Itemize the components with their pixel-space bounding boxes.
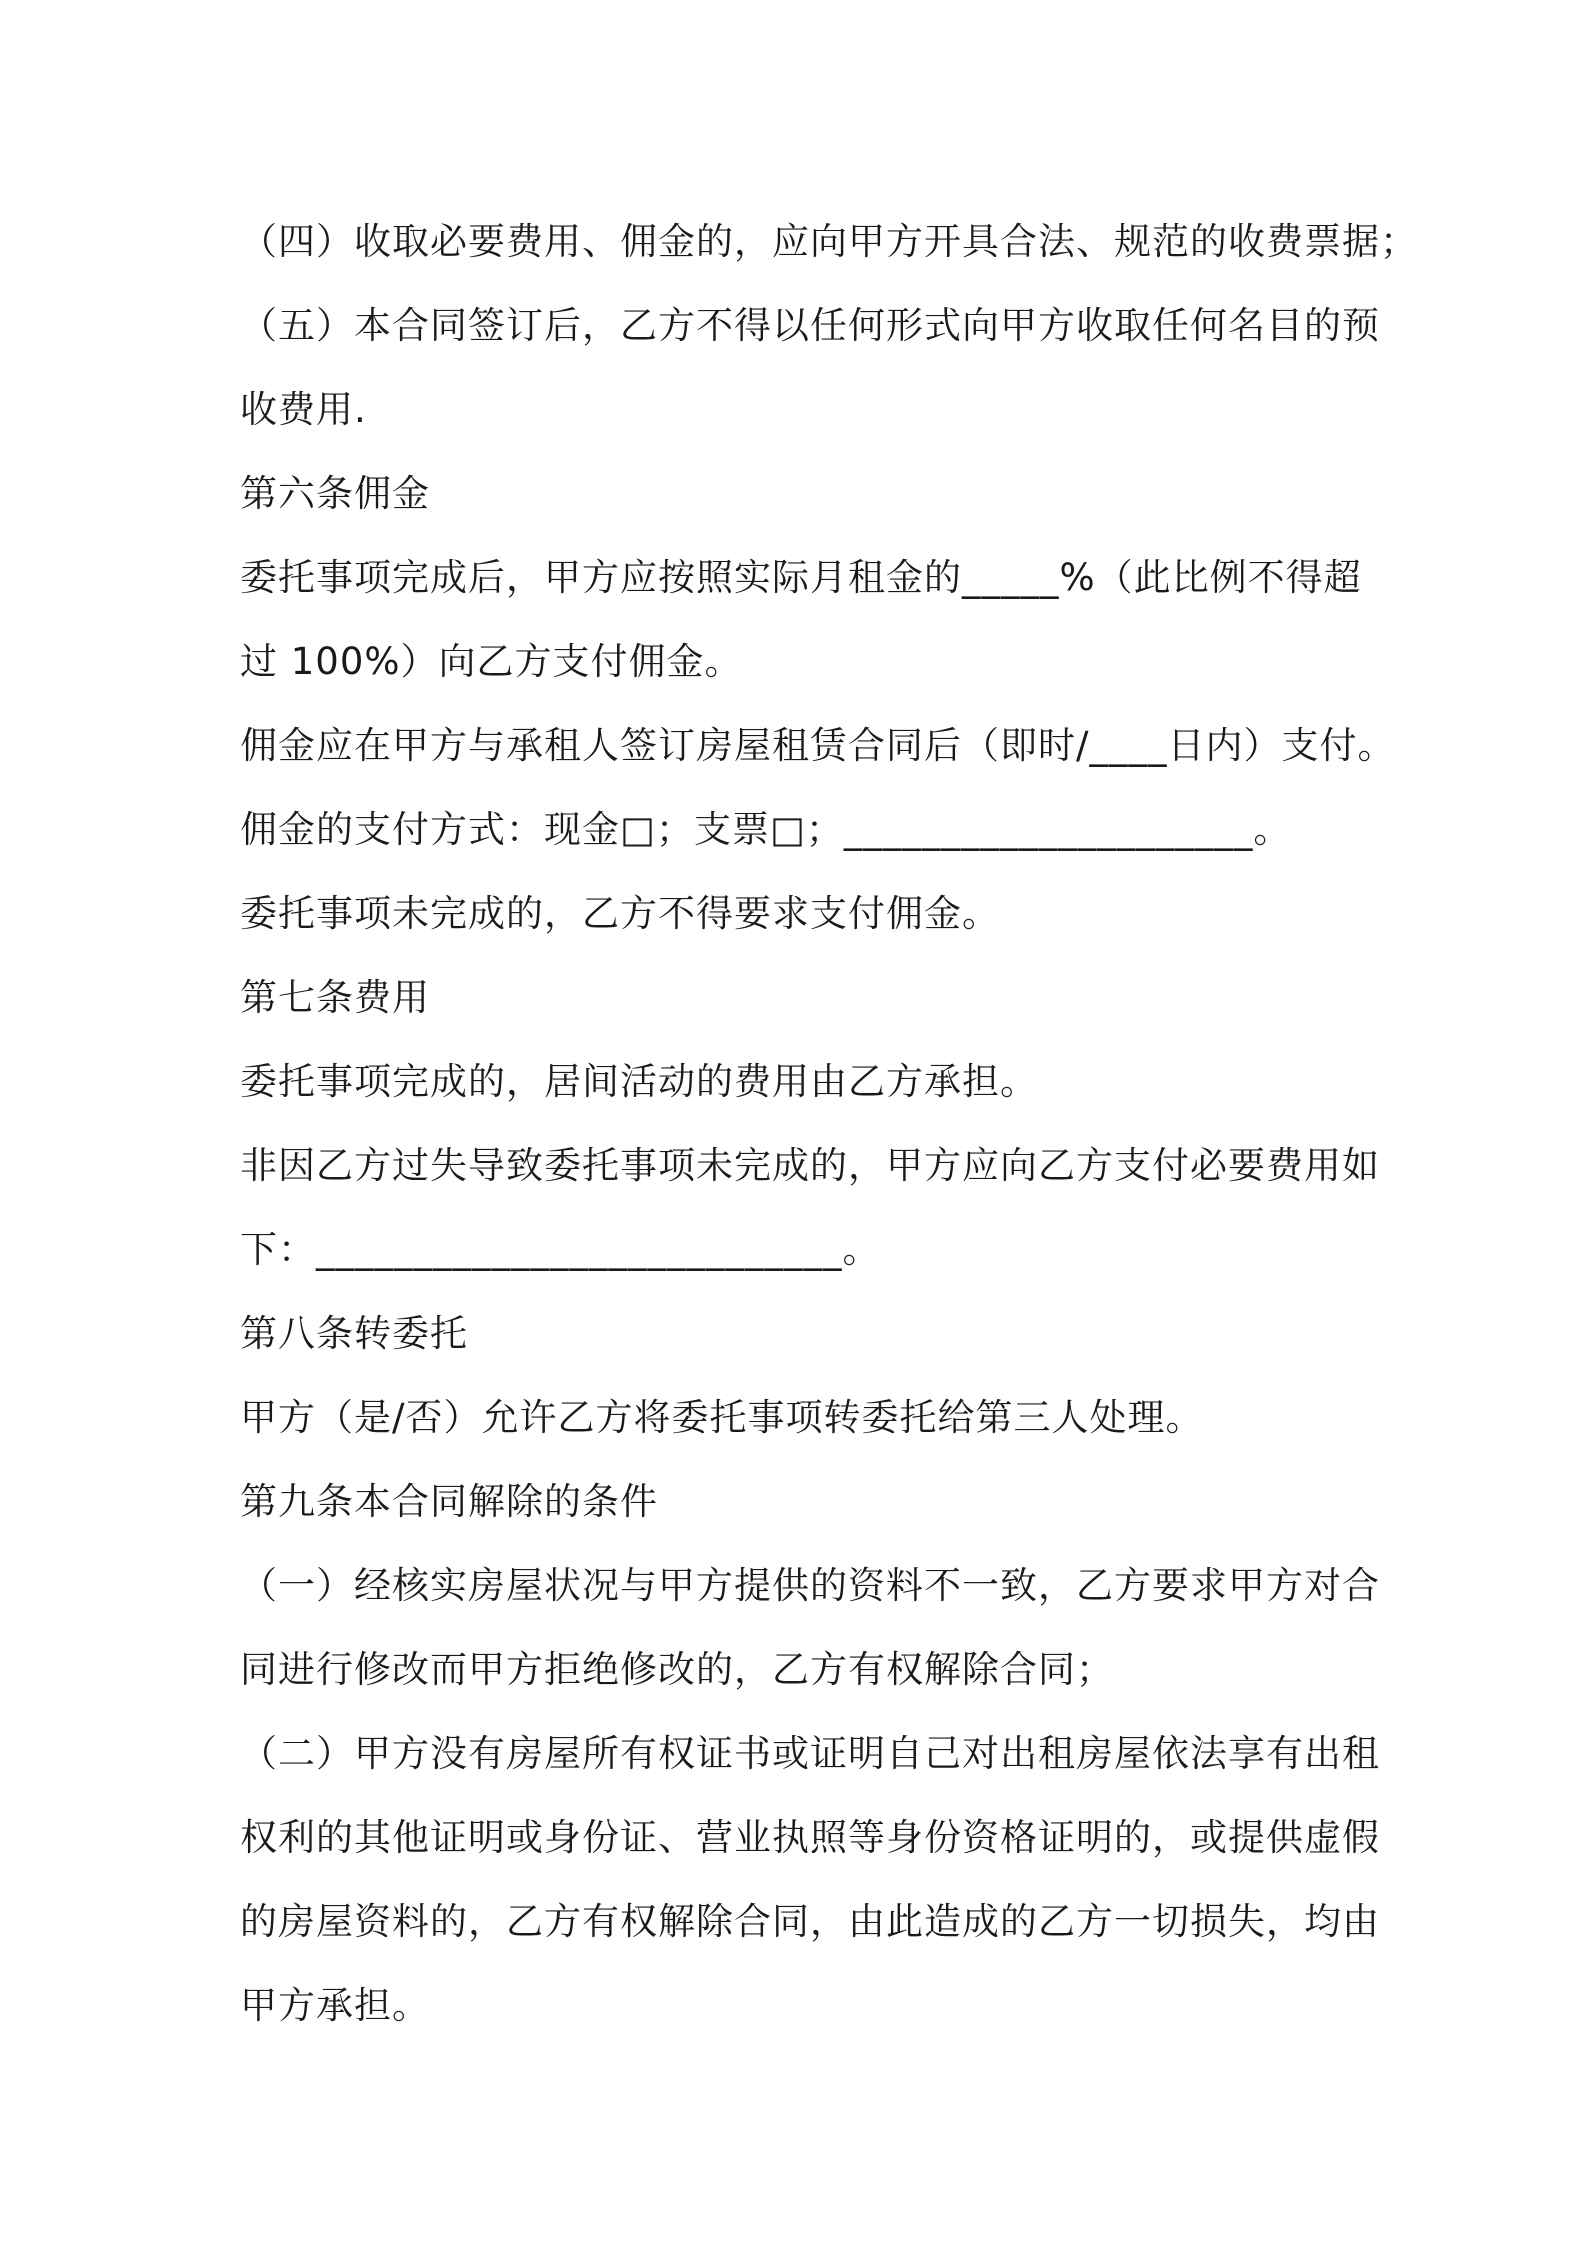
clause-5-4: （四）收取必要费用、佣金的，应向甲方开具合法、规范的收费票据； bbox=[240, 220, 1418, 263]
clause-5-5-line-2: 收费用. bbox=[240, 388, 367, 431]
article-8-para-1: 甲方（是/否）允许乙方将委托事项转委托给第三人处理。 bbox=[240, 1396, 1204, 1439]
article-7-para-2-line-2: 下：___________________________。 bbox=[240, 1228, 881, 1271]
document-body bbox=[240, 200, 1418, 2048]
article-6-para-2: 佣金应在甲方与承租人签订房屋租赁合同后（即时/____日内）支付。 bbox=[240, 724, 1396, 767]
article-9-clause-1-line-1: （一）经核实房屋状况与甲方提供的资料不一致，乙方要求甲方对合 bbox=[240, 1564, 1380, 1607]
clause-5-5-line-1: （五）本合同签订后，乙方不得以任何形式向甲方收取任何名目的预 bbox=[240, 304, 1380, 347]
article-6-para-3: 佣金的支付方式：现金□；支票□；_____________________。 bbox=[240, 808, 1292, 851]
article-9-clause-2-line-2: 权利的其他证明或身份证、营业执照等身份资格证明的，或提供虚假 bbox=[240, 1816, 1380, 1859]
article-6-heading: 第六条佣金 bbox=[240, 472, 430, 515]
article-6-para-1-line-2: 过 100%）向乙方支付佣金。 bbox=[240, 640, 743, 683]
article-6-para-4: 委托事项未完成的，乙方不得要求支付佣金。 bbox=[240, 892, 1000, 935]
article-9-clause-2-line-1: （二）甲方没有房屋所有权证书或证明自己对出租房屋依法享有出租 bbox=[240, 1732, 1380, 1775]
article-8-heading: 第八条转委托 bbox=[240, 1312, 468, 1355]
article-7-para-1: 委托事项完成的，居间活动的费用由乙方承担。 bbox=[240, 1060, 1038, 1103]
article-6-para-1-line-1: 委托事项完成后，甲方应按照实际月租金的_____%（此比例不得超 bbox=[240, 556, 1362, 599]
article-9-clause-1-line-2: 同进行修改而甲方拒绝修改的，乙方有权解除合同； bbox=[240, 1648, 1114, 1691]
article-7-para-2-line-1: 非因乙方过失导致委托事项未完成的，甲方应向乙方支付必要费用如 bbox=[240, 1144, 1380, 1187]
article-9-heading: 第九条本合同解除的条件 bbox=[240, 1480, 658, 1523]
article-9-clause-2-line-4: 甲方承担。 bbox=[240, 1984, 430, 2027]
article-9-clause-2-line-3: 的房屋资料的，乙方有权解除合同，由此造成的乙方一切损失，均由 bbox=[240, 1900, 1380, 1943]
article-7-heading: 第七条费用 bbox=[240, 976, 430, 1019]
